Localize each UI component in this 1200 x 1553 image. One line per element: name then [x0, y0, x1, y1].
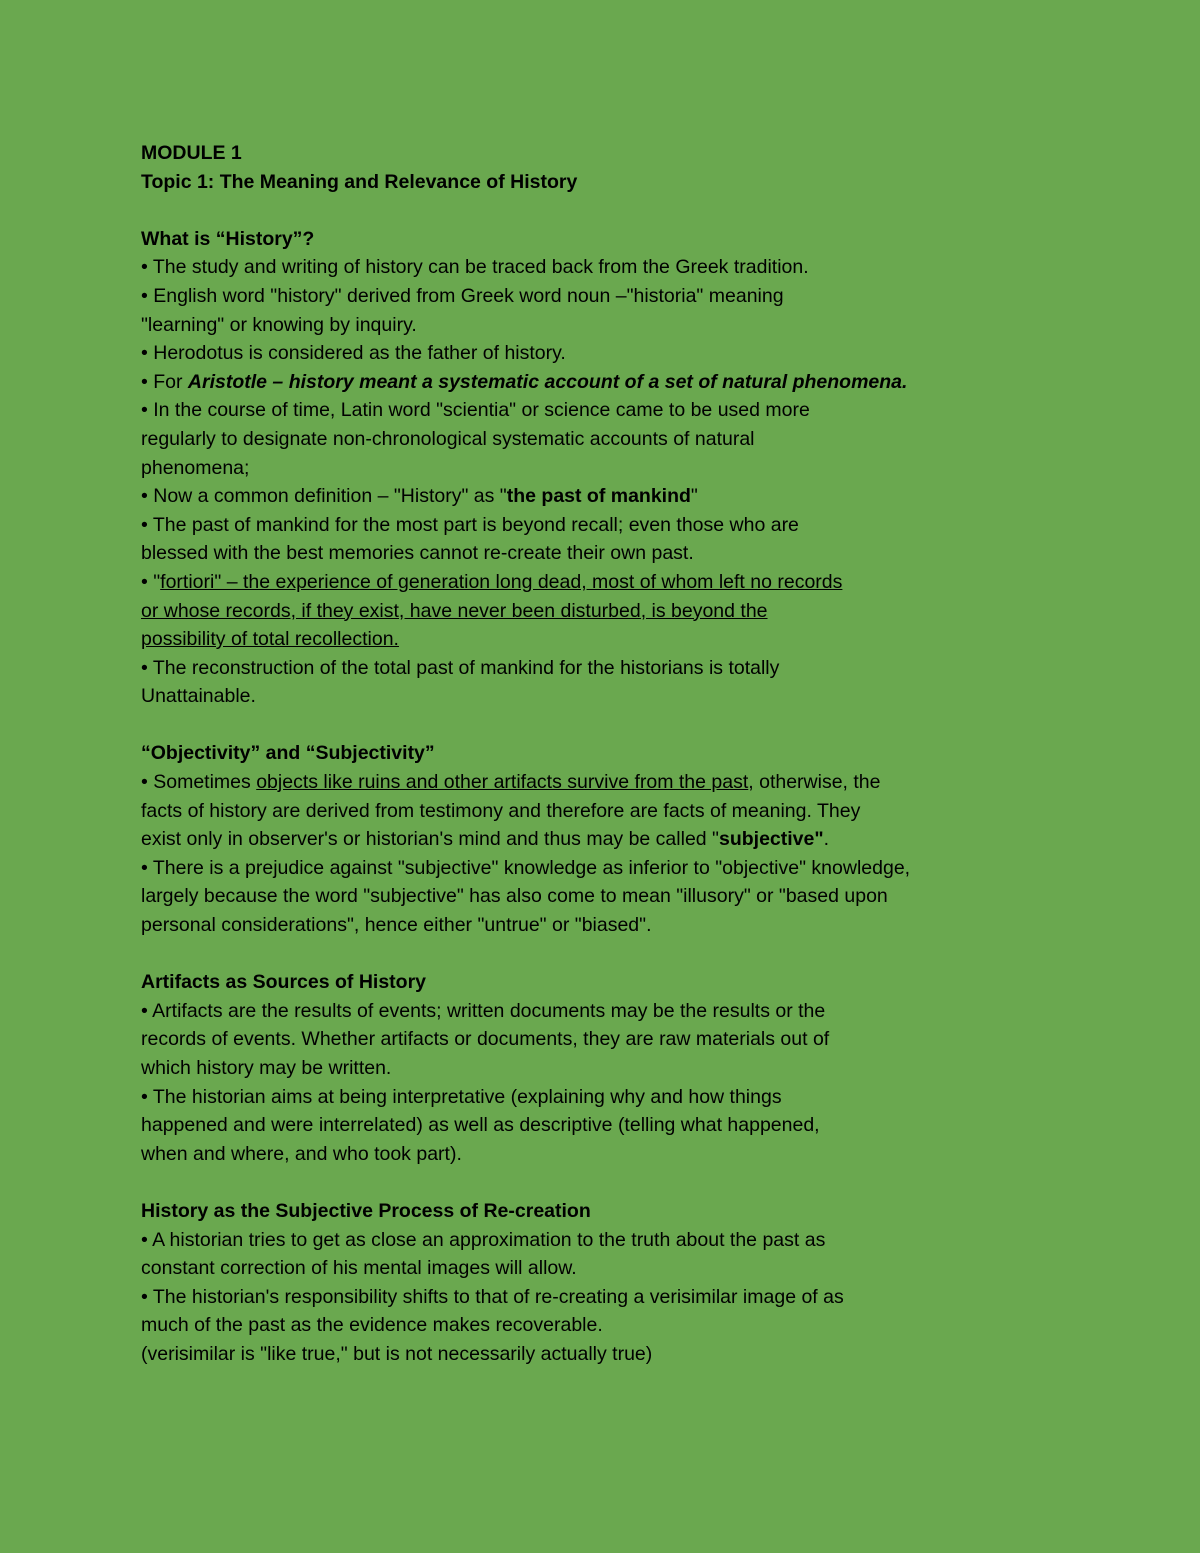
bullet-item: • There is a prejudice against "subjective" knowledge as inferior to "objective" knowledge,: [141, 856, 911, 879]
bullet-item: • The historian aims at being interpretative (explaining why and how things: [141, 1085, 782, 1108]
bullet-item-continuation: records of events. Whether artifacts or documents, they are raw materials out of: [141, 1028, 830, 1051]
definition-note: (verisimilar is "like true," but is not necessarily actually true): [141, 1342, 653, 1365]
bullet-item: • A historian tries to get as close an approximation to the truth about the past as: [141, 1228, 826, 1251]
bullet-item: [141, 482, 1041, 511]
topic-title: Topic 1: The Meaning and Relevance of History: [141, 170, 578, 193]
bullet-item: [141, 768, 1041, 797]
section-heading: What is “History”?: [141, 227, 315, 250]
section-what-is-history: [141, 225, 1041, 711]
bullet-item-continuation: [141, 625, 1041, 654]
document-body: [141, 139, 1041, 1369]
fortiori-underlined: possibility of total recollection.: [141, 628, 399, 651]
bullet-item-continuation: personal considerations", hence either "untrue" or "biased".: [141, 914, 652, 937]
past-of-mankind-emphasis: the past of mankind: [506, 485, 691, 508]
bullet-item-continuation: largely because the word "subjective" has also come to mean "illusory" or "based upon: [141, 885, 888, 908]
bullet-item: • Herodotus is considered as the father of history.: [141, 342, 566, 365]
bullet-text: • Now a common definition – "History" as ": [141, 485, 507, 508]
bullet-text: • ": [141, 570, 161, 593]
bullet-item: • In the course of time, Latin word "scientia" or science came to be used more: [141, 399, 810, 422]
bullet-item: • The past of mankind for the most part is beyond recall; even those who are: [141, 513, 799, 536]
section-objectivity: [141, 739, 1041, 939]
section-heading: Artifacts as Sources of History: [141, 971, 427, 994]
bullet-item: [141, 568, 1041, 597]
section-artifacts: [141, 968, 1041, 1168]
spacer: [141, 196, 1041, 225]
bullet-item-continuation: much of the past as the evidence makes recoverable.: [141, 1314, 603, 1337]
bullet-item-continuation: regularly to designate non-chronological systematic accounts of natural: [141, 427, 755, 450]
section-recreation: [141, 1197, 1041, 1369]
bullet-text: , otherwise, the: [748, 771, 881, 794]
fortiori-underlined: fortiori" – the experience of generation long dead, most of whom left no records: [160, 570, 843, 593]
bullet-text: • Sometimes: [141, 771, 257, 794]
bullet-item: • English word "history" derived from Greek word noun –"historia" meaning: [141, 284, 784, 307]
subjective-emphasis: subjective": [718, 828, 824, 851]
spacer: [141, 940, 1041, 969]
bullet-item: [141, 368, 1041, 397]
bullet-item-continuation: Unattainable.: [141, 685, 256, 708]
bullet-item-continuation: when and where, and who took part).: [141, 1142, 462, 1165]
section-heading: “Objectivity” and “Subjectivity”: [141, 742, 435, 765]
bullet-text: • For: [141, 370, 188, 393]
objects-underlined: objects like ruins and other artifacts survive from the past: [256, 771, 749, 794]
bullet-item: • Artifacts are the results of events; written documents may be the results or the: [141, 999, 826, 1022]
bullet-text: .: [823, 828, 830, 851]
bullet-item-continuation: blessed with the best memories cannot re-create their own past.: [141, 542, 694, 565]
bullet-item-continuation: [141, 597, 1041, 626]
module-title: MODULE 1: [141, 142, 242, 164]
bullet-item-continuation: "learning" or knowing by inquiry.: [141, 313, 417, 336]
bullet-item: • The study and writing of history can be traced back from the Greek tradition.: [141, 256, 809, 279]
bullet-text: ": [690, 485, 698, 508]
bullet-text: exist only in observer's or historian's mind and thus may be called ": [141, 828, 719, 851]
spacer: [141, 1168, 1041, 1197]
bullet-item-continuation: facts of history are derived from testimony and therefore are facts of meaning. They: [141, 799, 861, 822]
bullet-item: • The historian's responsibility shifts to that of re-creating a verisimilar image of as: [141, 1285, 844, 1308]
bullet-item-continuation: phenomena;: [141, 456, 250, 479]
section-heading: History as the Subjective Process of Re-creation: [141, 1199, 591, 1222]
bullet-item-continuation: happened and were interrelated) as well as descriptive (telling what happened,: [141, 1114, 820, 1137]
bullet-item-continuation: which history may be written.: [141, 1057, 392, 1079]
bullet-item-continuation: constant correction of his mental images will allow.: [141, 1257, 577, 1280]
bullet-item: • The reconstruction of the total past of mankind for the historians is totally: [141, 656, 780, 679]
spacer: [141, 711, 1041, 740]
bullet-item-continuation: [141, 825, 1041, 854]
fortiori-underlined: or whose records, if they exist, have never been disturbed, is beyond the: [141, 599, 768, 622]
aristotle-definition: Aristotle – history meant a systematic account of a set of natural phenomena.: [187, 370, 908, 393]
